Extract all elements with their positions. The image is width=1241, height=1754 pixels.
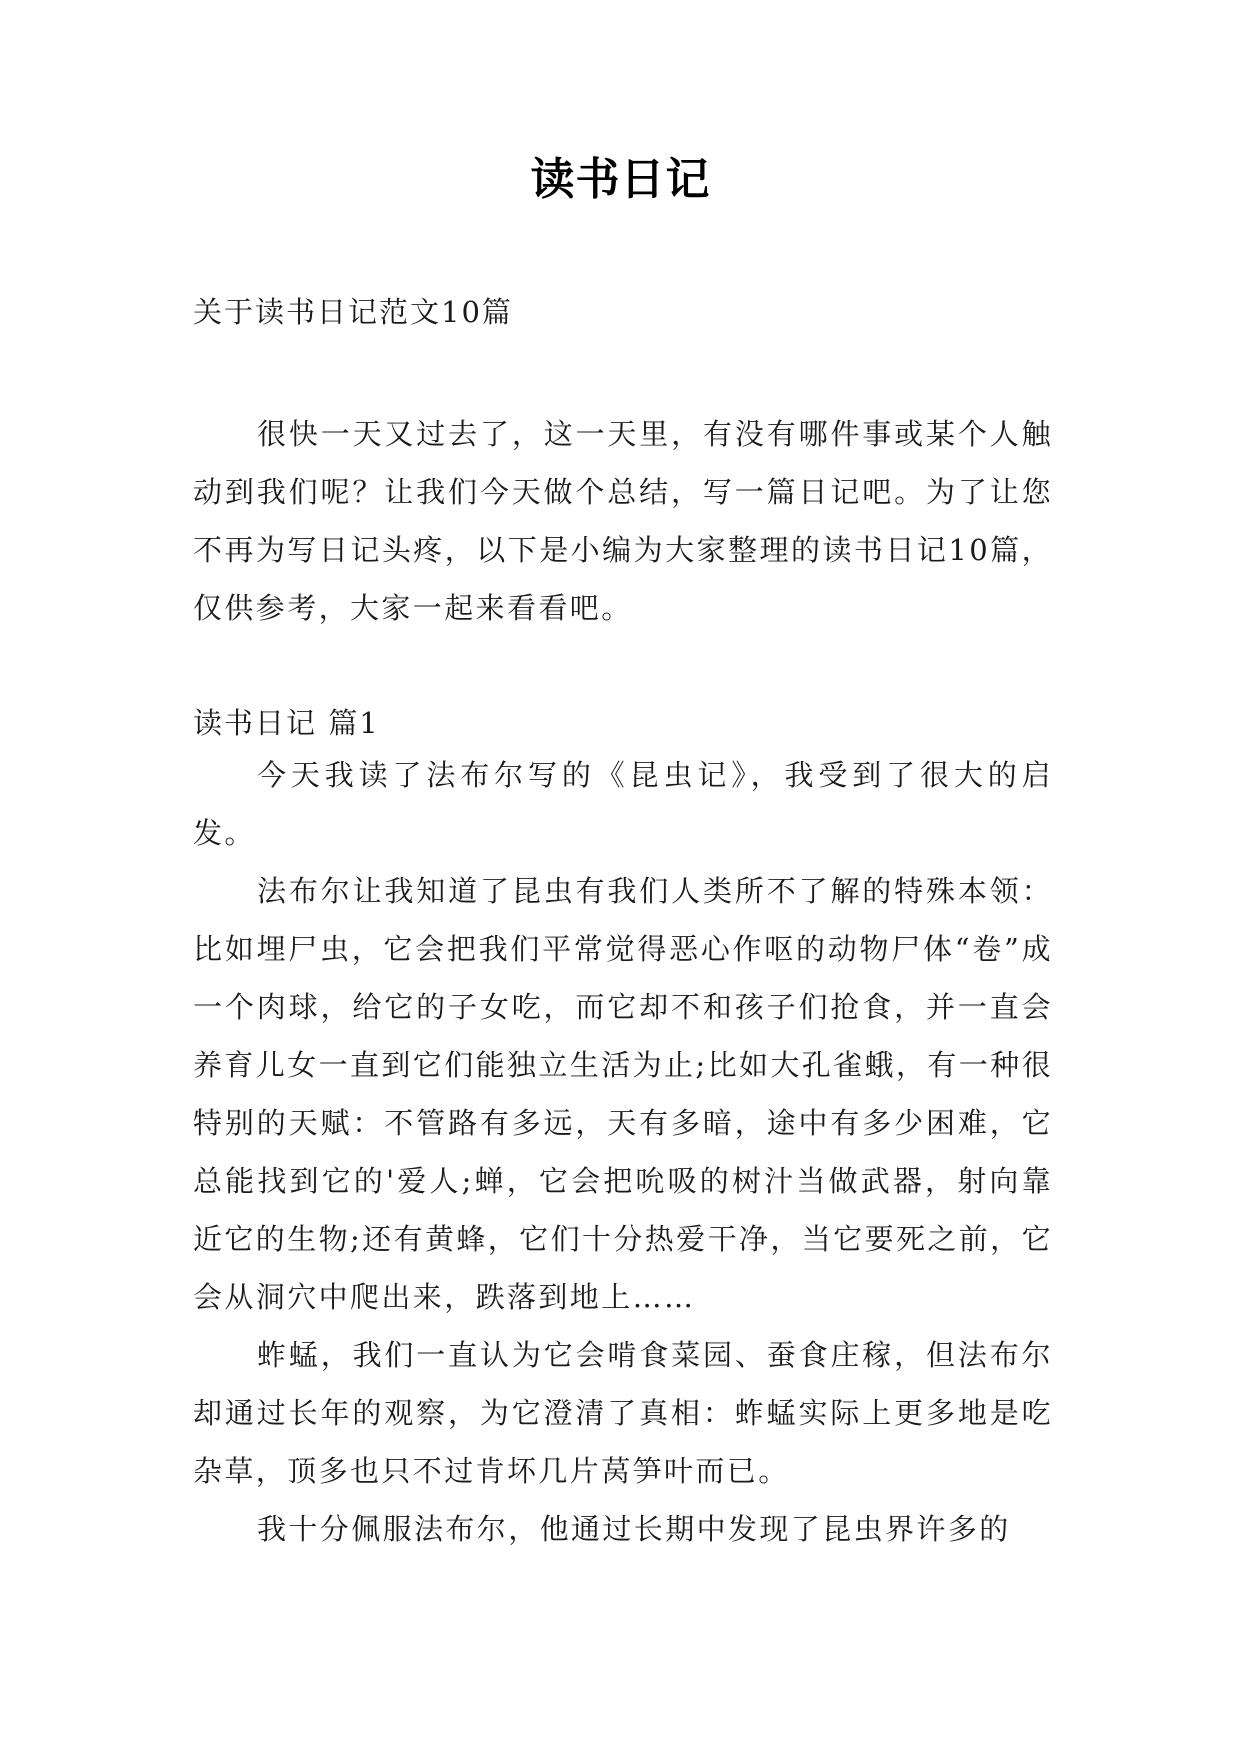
paragraph-4: 我十分佩服法布尔，他通过长期中发现了昆虫界许多的 (257, 1512, 1011, 1546)
intro-paragraph: 很快一天又过去了，这一天里，有没有哪件事或某个人触动到我们呢？让我们今天做个总结，写一篇日记吧。为了让您不再为写日记头疼，以下是小编为大家整理的读书日记10篇，仅供参考，大家一起来看看吧。 (193, 417, 1053, 625)
section-heading: 读书日记 篇1 (193, 706, 380, 740)
paragraph-2: 法布尔让我知道了昆虫有我们人类所不了解的特殊本领：比如埋尸虫，它会把我们平常觉得恶心作呕的动物尸体“卷”成一个肉球，给它的子女吃，而它却不和孩子们抢食，并一直会养育儿女一直到它们能独立生活为止;比如大孔雀蛾，有一种很特别的天赋：不管路有多远，天有多暗，途中有多少困难，它总能找到它的'爱人;蝉，它会把吮吸的树汁当做武器，射向靠近它的生物;还有黄蜂，它们十分热爱干净，当它要死之前，它会从洞穴中爬出来，跌落到地上…… (193, 874, 1053, 1314)
document-subtitle: 关于读书日记范文10篇 (193, 295, 513, 329)
paragraph-1: 今天我读了法布尔写的《昆虫记》，我受到了很大的启发。 (193, 758, 1053, 850)
document-title: 读书日记 (530, 154, 711, 205)
paragraph-3: 蚱蜢，我们一直认为它会啃食菜园、蚕食庄稼，但法布尔却通过长年的观察，为它澄清了真相：蚱蜢实际上更多地是吃杂草，顶多也只不过肯坏几片莴笋叶而已。 (193, 1338, 1053, 1488)
section-body (193, 746, 1053, 1558)
